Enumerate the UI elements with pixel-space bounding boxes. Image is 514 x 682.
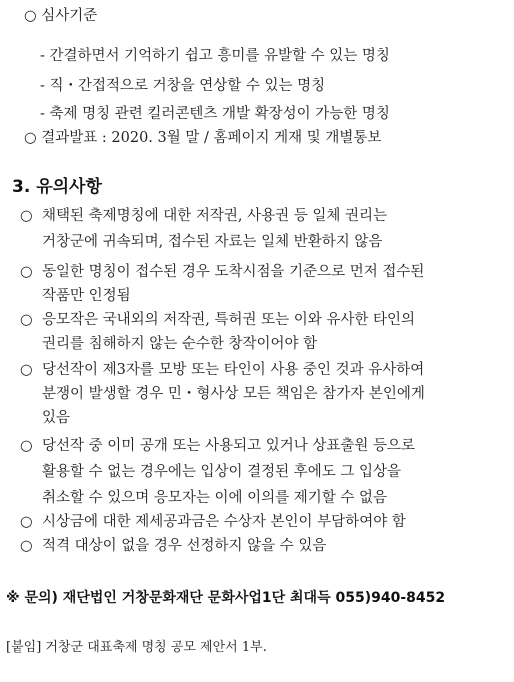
note-item-4-line-2: 분쟁이 발생할 경우 민・형사상 모든 책임은 참가자 본인에게	[42, 386, 425, 402]
note-item-4-line-3: 있음	[42, 410, 71, 426]
criteria-item-1: - 간결하면서 기억하기 쉽고 흥미를 유발할 수 있는 명칭	[40, 48, 390, 64]
contact-info: ※ 문의) 재단법인 거창문화재단 문화사업1단 최대득 055)940-8452	[6, 590, 446, 606]
bullet-circle: ○	[20, 208, 33, 224]
note-text: 당선작 중 이미 공개 또는 사용되고 있거나 상표출원 등으로	[42, 438, 416, 454]
note-item-7	[20, 536, 326, 556]
note-item-4-line-1	[20, 360, 424, 380]
review-criteria-heading: ○ 심사기준	[24, 8, 98, 24]
note-text: 당선작이 제3자를 모방 또는 타인이 사용 중인 것과 유사하여	[42, 362, 425, 378]
bullet-circle: ○	[20, 264, 33, 280]
bullet-circle: ○	[20, 514, 33, 530]
note-text: 적격 대상이 없을 경우 선정하지 않을 수 있음	[42, 538, 327, 554]
attachment-note: [붙임] 거창군 대표축제 명칭 공모 제안서 1부.	[6, 640, 267, 655]
bullet-circle: ○	[20, 538, 33, 554]
note-item-1-line-1	[20, 206, 387, 226]
note-text: 응모작은 국내외의 저작권, 특허권 또는 이와 유사한 타인의	[42, 312, 416, 328]
note-item-2-line-2: 작품만 인정됨	[42, 288, 131, 304]
bullet-circle: ○	[20, 438, 33, 454]
note-item-3-line-1	[20, 310, 415, 330]
result-announcement: ○ 결과발표 : 2020. 3월 말 / 홈페이지 게재 및 개별통보	[24, 130, 382, 146]
note-item-2-line-1	[20, 262, 424, 282]
criteria-item-3: - 축제 명칭 관련 킬러콘텐츠 개발 확장성이 가능한 명칭	[40, 106, 390, 122]
note-item-6	[20, 512, 406, 532]
bullet-circle: ○	[20, 312, 33, 328]
note-text: 시상금에 대한 제세공과금은 수상자 본인이 부담하여야 함	[42, 514, 406, 530]
note-item-5-line-1	[20, 436, 415, 456]
note-item-5-line-2: 활용할 수 없는 경우에는 입상이 결정된 후에도 그 입상을	[42, 464, 402, 480]
section-title-notes: 3. 유의사항	[12, 177, 102, 197]
note-text: 동일한 명칭이 접수된 경우 도착시점을 기준으로 먼저 접수된	[42, 264, 425, 280]
note-text: 채택된 축제명칭에 대한 저작권, 사용권 등 일체 권리는	[42, 208, 388, 224]
criteria-item-2: - 직・간접적으로 거창을 연상할 수 있는 명칭	[40, 78, 326, 94]
note-item-3-line-2: 권리를 침해하지 않는 순수한 창작이어야 함	[42, 336, 318, 352]
bullet-circle: ○	[20, 362, 33, 378]
note-item-5-line-3: 취소할 수 있으며 응모자는 이에 이의를 제기할 수 없음	[42, 490, 388, 506]
note-item-1-line-2: 거창군에 귀속되며, 접수된 자료는 일체 반환하지 않음	[42, 234, 383, 250]
